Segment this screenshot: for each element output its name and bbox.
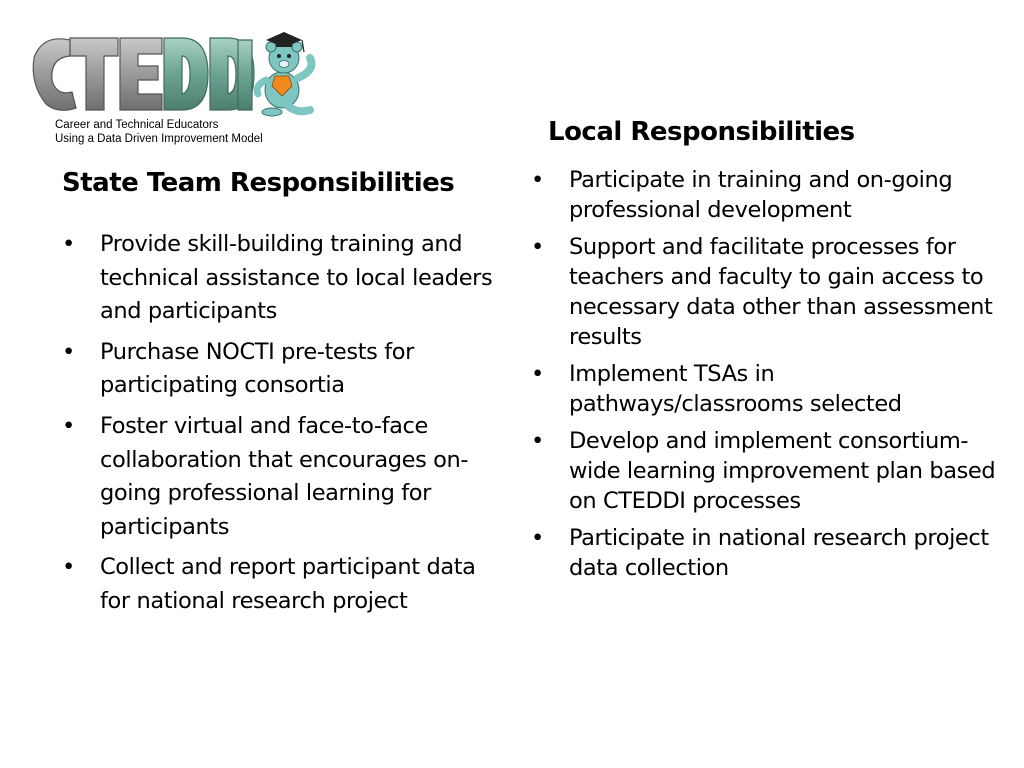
list-item-text: Implement TSAs in pathways/classrooms selected <box>569 361 902 417</box>
logo-tagline-line: Using a Data Driven Improvement Model <box>55 133 263 145</box>
list-item <box>62 551 502 618</box>
bullet-icon: • <box>531 428 544 454</box>
logo-letter-t <box>70 38 118 110</box>
local-heading: Local Responsibilities <box>548 117 855 147</box>
list-item <box>62 336 502 403</box>
list-item-text: Provide skill-building training and technical assistance to local leaders and participants <box>100 231 493 325</box>
list-item-text: Purchase NOCTI pre-tests for participating consortia <box>100 338 414 399</box>
logo-letter-i <box>238 40 252 110</box>
list-item <box>531 523 1011 583</box>
logo-letter-e <box>120 38 162 110</box>
list-item-text: Foster virtual and face-to-face collaboration that encourages on-going professional learning for participants <box>100 412 469 540</box>
logo-tagline <box>55 118 263 146</box>
list-item-text: Participate in national research project data collection <box>569 525 989 581</box>
bullet-icon: • <box>531 167 544 193</box>
bear-mascot-icon <box>257 42 312 116</box>
bullet-icon: • <box>62 412 75 439</box>
list-item <box>531 426 1011 516</box>
list-item-text: Support and facilitate processes for teachers and faculty to gain access to necessary data other than assessment results <box>569 234 993 350</box>
bullet-icon: • <box>62 338 75 365</box>
state-team-list <box>62 228 502 626</box>
bullet-icon: • <box>531 525 544 551</box>
bullet-icon: • <box>531 361 544 387</box>
bullet-icon: • <box>62 231 75 257</box>
logo-tagline-line: Career and Technical Educators <box>55 119 219 131</box>
list-item-text: Develop and implement consortium-wide learning improvement plan based on CTEDDI processes <box>569 428 996 514</box>
cteddi-logo-graphic <box>26 28 316 118</box>
bullet-icon: • <box>62 554 75 581</box>
list-item <box>62 410 502 544</box>
local-list <box>531 165 1011 590</box>
list-item <box>531 232 1011 352</box>
list-item-text: Participate in training and on-going professional development <box>569 167 953 223</box>
logo-letter-d1 <box>164 38 208 110</box>
list-item <box>531 165 1011 225</box>
cteddi-logo <box>26 28 316 152</box>
list-item-text: Collect and report participant data for national research project <box>100 554 476 614</box>
bullet-icon: • <box>531 234 544 260</box>
list-item <box>62 228 502 329</box>
list-item <box>531 359 1011 419</box>
state-team-heading: State Team Responsibilities <box>62 168 455 198</box>
